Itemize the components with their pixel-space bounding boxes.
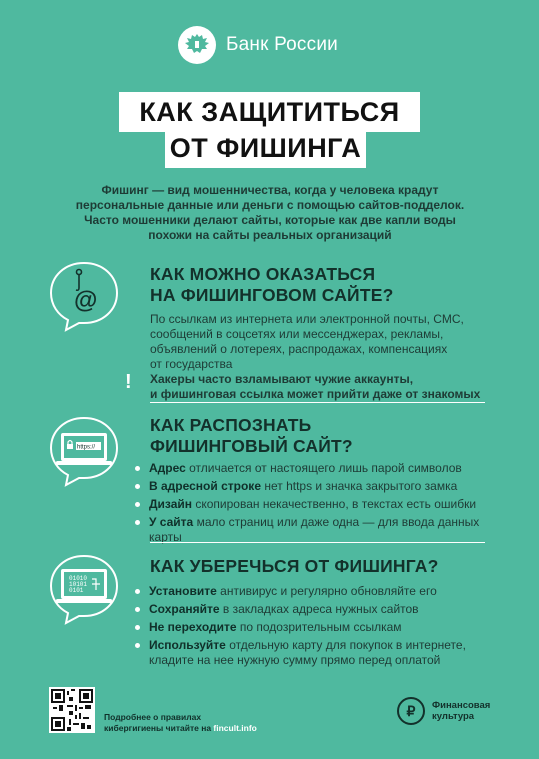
laptop-https-icon [48, 415, 126, 487]
item-bold: Установите [149, 584, 217, 598]
exclamation-icon: ! [125, 371, 132, 393]
intro-line: персональные данные или деньги с помощью сайтов-подделок. [75, 198, 465, 212]
list-item [135, 461, 480, 476]
footer-line: Подробнее о правилах [104, 712, 202, 722]
page-title-line1: КАК ЗАЩИТИТЬСЯ [119, 92, 420, 132]
svg-text:@: @ [74, 287, 98, 314]
org-name: Банк России [226, 34, 338, 55]
text-line: По ссылкам из интернета или электронной почты, СМС, [150, 312, 464, 326]
section2-list [135, 461, 480, 548]
list-item [135, 602, 480, 617]
intro-text [75, 183, 465, 243]
list-item [135, 638, 480, 668]
intro-line: Часто мошенники делают сайты, которые как две капли воды [84, 213, 456, 227]
item-bold: Дизайн [149, 497, 193, 511]
fincult-link[interactable]: fincult.info [213, 723, 257, 733]
divider [150, 402, 485, 403]
item-text: в закладках адреса нужных сайтов [219, 602, 419, 616]
item-text: мало страниц или даже одна — для ввода данных карты [149, 515, 480, 544]
footer-text [104, 712, 257, 734]
item-bold: Адрес [149, 461, 186, 475]
item-bold: В адресной строке [149, 479, 261, 493]
binary-code-text: 01010 10101 0101 [69, 575, 88, 594]
divider [150, 542, 485, 543]
item-text: антивирус и регулярно обновляйте его [216, 584, 437, 598]
item-bold: Используйте [149, 638, 226, 652]
fin-line: Финансовая [432, 700, 491, 711]
heading-line: КАК РАСПОЗНАТЬ [150, 415, 312, 435]
section1-heading [150, 264, 393, 306]
item-bold: Сохраняйте [149, 602, 220, 616]
intro-line: Фишинг — вид мошенничества, когда у человека крадут [101, 183, 439, 197]
section1-text [150, 312, 490, 372]
text-line: объявлений о лотереях, распродажах, компенсациях [150, 342, 448, 356]
financial-culture-text [432, 700, 490, 722]
double-headed-eagle-icon [178, 26, 216, 64]
qr-code-icon[interactable] [49, 687, 95, 733]
warning-line: и фишинговая ссылка может прийти даже от знакомых [150, 387, 481, 401]
laptop-binary-icon [48, 553, 126, 625]
section3-heading: КАК УБЕРЕЧЬСЯ ОТ ФИШИНГА? [150, 556, 439, 576]
list-item [135, 620, 480, 635]
item-bold: У сайта [149, 515, 194, 529]
laptop-url-text: https:// [77, 444, 96, 451]
item-bold: Не переходите [149, 620, 237, 634]
text-line: сообщений в соцсетях или мессенджерах, рекламы, [150, 327, 444, 341]
section1-warning [150, 372, 490, 402]
item-text: нет https и значка закрытого замка [261, 479, 458, 493]
section3-list [135, 584, 480, 671]
page-title-line2: ОТ ФИШИНГА [165, 128, 366, 168]
item-text: по подозрительным ссылкам [236, 620, 402, 634]
heading-line: ФИШИНГОВЫЙ САЙТ? [150, 436, 353, 456]
list-item [135, 515, 480, 545]
list-item [135, 584, 480, 599]
heading-line: КАК МОЖНО ОКАЗАТЬСЯ [150, 264, 376, 284]
hook-at-sign-icon [48, 260, 126, 332]
item-text: отличается от настоящего лишь парой символов [185, 461, 462, 475]
text-line: от государства [150, 357, 233, 371]
footer-prefix: кибергигиены читайте на [104, 723, 214, 733]
heading-line: НА ФИШИНГОВОМ САЙТЕ? [150, 285, 394, 305]
ruble-icon: ₽ [397, 697, 425, 725]
footer-line [104, 723, 257, 734]
intro-line: похожи на сайты реальных организаций [148, 228, 392, 242]
list-item [135, 479, 480, 494]
warning-line: Хакеры часто взламывают чужие аккаунты, [150, 372, 414, 386]
bank-logo [178, 26, 338, 64]
list-item [135, 497, 480, 512]
financial-culture-logo [397, 697, 490, 725]
item-text: отдельную карту для покупок в интернете, кладите на нее нужную сумму прямо перед оплатой [149, 638, 466, 667]
fin-line: культура [432, 711, 475, 722]
item-text: скопирован некачественно, в текстах есть ошибки [192, 497, 477, 511]
section2-heading [150, 415, 353, 457]
